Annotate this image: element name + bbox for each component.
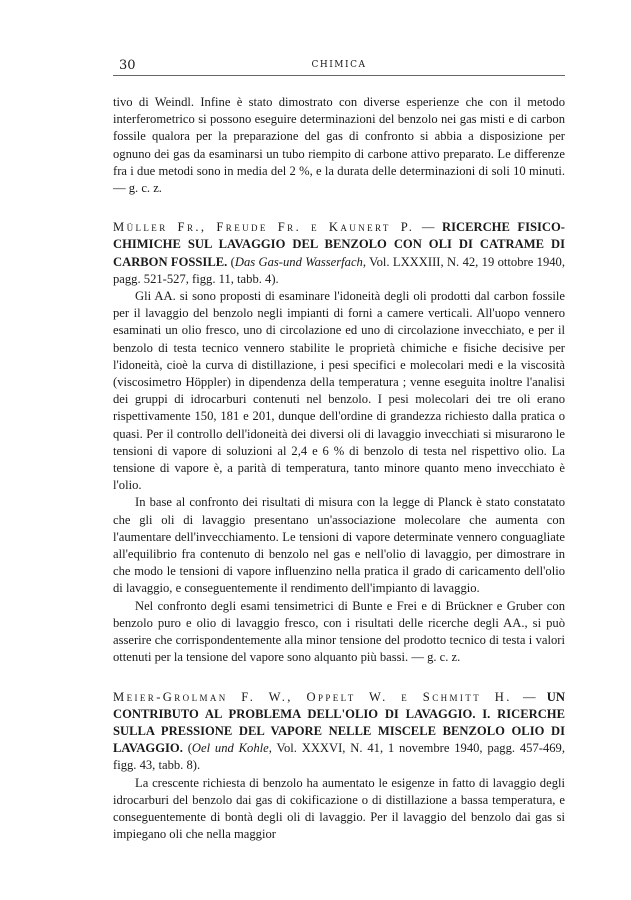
entry-2-authors: Meier-Grolman F. W., Oppelt W. e Schmitt H.	[113, 689, 512, 704]
entry-2-heading: Meier-Grolman F. W., Oppelt W. e Schmitt H. — UN CONTRIBUTO AL PROBLEMA DELL'OLIO DI LAVAGGIO. I. RICERCHE SULLA PRESSIONE DEL VAPORE NELLE MISCELE BENZOLO OLIO DI LAVAGGIO. (Oel und Kohle, Vol. XXXVI, N. 41, 1 novembre 1940, pagg. 457-469, figg. 43, tabb. 8).	[113, 689, 565, 773]
entry-2-paragraph: La crescente richiesta di benzolo ha aumentato le esigenze in fatto di lavaggio degli idrocarburi del benzolo dai gas di cokificazione o di distillazione a bassa temperatura, e conseguentemente di bontà degli oli di lavaggio. Per il lavaggio del benzolo dai gas si impiegano oli che nella maggior	[113, 775, 565, 842]
entry-2-citation: , Vol. XXXVI, N. 41, 1 novembre 1940, pagg. 457-469, figg. 43, tabb. 8).	[113, 741, 565, 773]
entry-1-authors: Müller Fr., Freude Fr. e Kaunert P.	[113, 220, 415, 235]
entry-2-journal: Oel und Kohle	[191, 741, 269, 756]
abstract-entry-2	[113, 689, 565, 844]
entry-1-paragraph: Nel confronto degli esami tensimetrici di Bunte e Frei e di Brückner e Gruber con benzolo puro e olio di lavaggio fresco, con i risultati delle ricerche degli AA., si può asserire che corrispondentemente alla minor tensione del prodotto tecnico di testa i valori ottenuti per la tensione del vapore sono alquanto più bassi. — g. c. z.	[113, 598, 565, 665]
page-header	[113, 58, 565, 78]
page-body	[113, 94, 565, 843]
entry-1-paragraph: Gli AA. si sono proposti di esaminare l'idoneità degli oli prodotti dal carbon fossile per il lavaggio del benzolo negli impianti di forni a camere verticali. All'uopo vennero esaminati un olio fresco, uno di circolazione ed uno di circolazione invecchiato, e per il benzolo di testa tecnico vennero stabilite le proprietà chimiche e fisiche decisive per l'idoneità, cioè la curva di distillazione, i pesi specifici e molecolari medi e la viscosità (viscosimetro Höppler) in dipendenza della temperatura ; venne eseguita inoltre l'analisi dei gruppi di idrocarburi contenuti nel benzolo. I pesi molecolari dei tre oli erano rispettivamente 150, 181 e 201, dunque dell'ordine di grandezza richiesto dalla pratica o quasi. Per il controllo dell'idoneità dei diversi oli di lavaggio invecchiati si misurarono le tensioni di vapore di soluzioni al 2,4 e 6 % di benzolo di testa nel rispettivo olio. La tensione di vapore è, a parità di temperatura, tanto minore quanto meno invecchiato è l'olio.	[113, 289, 565, 493]
entry-1-paragraph: In base al confronto dei risultati di misura con la legge di Planck è stato constatato che gli oli di lavaggio presentano un'associazione molecolare che aumenta con l'aumentare dell'invecchiamento. Le tensioni di vapore determinate vennero conguagliate all'equilibrio fra contenuto di benzolo nel gas e nell'olio di lavaggio, per dimostrare in che modo le tensioni di vapore influenzino nella pratica il grado di caricamento dell'olio di lavaggio, e conseguentemente il rendimento dell'impianto di lavaggio.	[113, 495, 565, 596]
entry-1-citation: , Vol. LXXXIII, N. 42, 19 ottobre 1940, pagg. 521-527, figg. 11, tabb. 4).	[113, 254, 565, 286]
entry-1-heading: Müller Fr., Freude Fr. e Kaunert P. — RICERCHE FISICO-CHIMICHE SUL LAVAGGIO DEL BENZOLO CON OLI DI CATRAME DI CARBON FOSSILE. (Das Gas-und Wasserfach, Vol. LXXXIII, N. 42, 19 ottobre 1940, pagg. 521-527, figg. 11, tabb. 4).	[113, 220, 565, 286]
header-rule	[113, 75, 565, 76]
abstract-entry-1	[113, 219, 565, 666]
entry-1-dash: —	[414, 220, 442, 235]
entry-2-dash: —	[511, 689, 547, 704]
entry-1-title: RICERCHE FISICO-CHIMICHE SUL LAVAGGIO DEL BENZOLO CON OLI DI CATRAME DI CARBON FOSSILE.	[113, 220, 565, 269]
intro-paragraph: tivo di Weindl. Infine è stato dimostrato con diverse esperienze che con il metodo interferometrico si possono eseguire determinazioni del benzolo nei gas misti e di carbon fossile qualora per la preparazione del gas di confronto si abbia a disposizione per ognuno dei gas da esaminarsi un tubo riempito di carbone attivo preparato. Le differenze fra i due metodi sono in media del 2 %, e la durata delle determinazioni di soli 10 minuti. — g. c. z.	[113, 95, 565, 196]
entry-1-journal: Das Gas-und Wasserfach	[234, 254, 363, 269]
running-head: CHIMICA	[311, 60, 367, 70]
page-number: 30	[119, 58, 136, 73]
entry-2-title: UN CONTRIBUTO AL PROBLEMA DELL'OLIO DI LAVAGGIO. I. RICERCHE SULLA PRESSIONE DEL VAPORE NELLE MISCELE BENZOLO OLIO DI LAVAGGIO.	[113, 689, 565, 756]
